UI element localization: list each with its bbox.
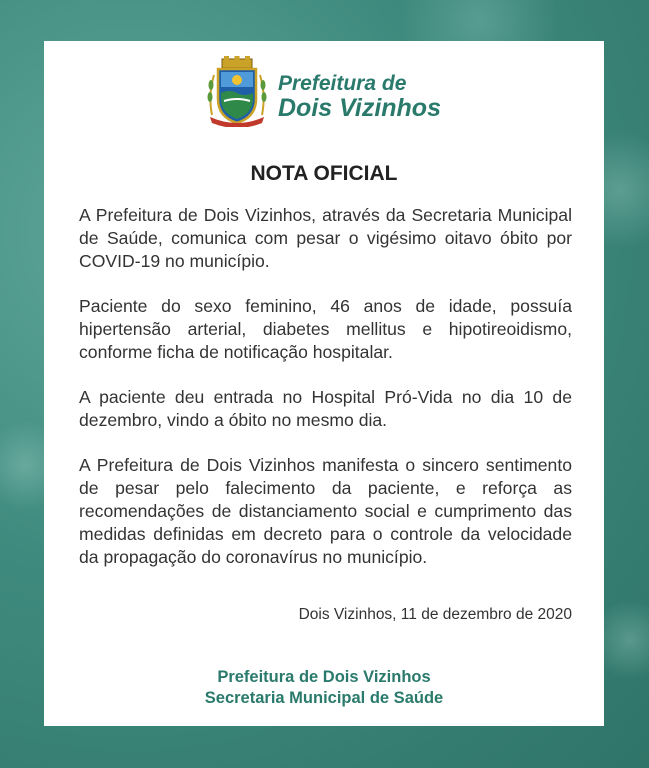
signature-line-2: Secretaria Municipal de Saúde bbox=[204, 689, 444, 707]
signature-line-1: Prefeitura de Dois Vizinhos bbox=[217, 668, 431, 686]
paragraph-condolences: A Prefeitura de Dois Vizinhos manifesta o sincero sentimento de pesar pelo falecimento da paciente, e reforça as recomendações de distanciamento social e cumprimento das medidas definidas em decreto para o controle da velocidade da propagação do coronavírus no município. bbox=[79, 455, 572, 567]
municipal-coat-of-arms-icon bbox=[204, 55, 270, 127]
signature-block bbox=[44, 667, 604, 709]
official-note-card bbox=[44, 41, 604, 726]
date-line: Dois Vizinhos, 11 de dezembro de 2020 bbox=[298, 606, 572, 623]
brand-line-2: Dois Vizinhos bbox=[278, 94, 441, 123]
brand-text bbox=[278, 73, 441, 121]
paragraph-patient-profile: Paciente do sexo feminino, 46 anos de idade, possuía hipertensão arterial, diabetes mellitus e hipotireoidismo, conforme ficha de notificação hospitalar. bbox=[79, 296, 572, 362]
paragraph-announcement: A Prefeitura de Dois Vizinhos, através da Secretaria Municipal de Saúde, comunica com pesar o vigésimo oitavo óbito por COVID-19 no município. bbox=[79, 205, 572, 271]
prefeitura-logo bbox=[204, 55, 454, 127]
paragraph-hospital-admission: A paciente deu entrada no Hospital Pró-Vida no dia 10 de dezembro, vindo a óbito no mesmo dia. bbox=[79, 387, 572, 430]
brand-line-1: Prefeitura de bbox=[278, 72, 407, 95]
note-title: NOTA OFICIAL bbox=[250, 162, 398, 185]
